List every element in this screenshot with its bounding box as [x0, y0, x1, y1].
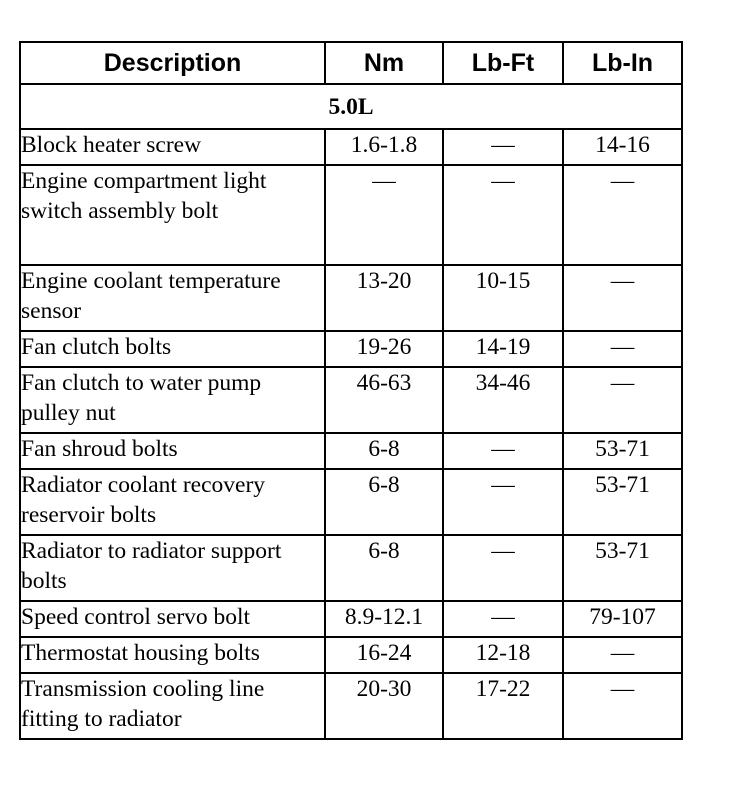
table-row [20, 469, 682, 535]
row-lb-ft: — [443, 129, 563, 165]
row-nm: 20-30 [325, 673, 443, 739]
row-lb-ft: — [443, 433, 563, 469]
row-description: Fan clutch to water pump pulley nut [20, 367, 325, 433]
row-lb-in: 53-71 [563, 535, 682, 601]
row-lb-ft: 34-46 [443, 367, 563, 433]
row-nm: 8.9-12.1 [325, 601, 443, 637]
row-lb-in: 14-16 [563, 129, 682, 165]
row-lb-in: — [563, 331, 682, 367]
row-lb-in: — [563, 637, 682, 673]
table-row [20, 601, 682, 637]
row-nm: 6-8 [325, 469, 443, 535]
row-lb-in: — [563, 165, 682, 265]
row-lb-in: — [563, 265, 682, 331]
row-nm: — [325, 165, 443, 265]
row-nm: 46-63 [325, 367, 443, 433]
header-nm: Nm [325, 42, 443, 84]
header-row [20, 42, 682, 84]
row-description: Engine coolant temperature sensor [20, 265, 325, 331]
row-nm: 6-8 [325, 433, 443, 469]
header-description: Description [20, 42, 325, 84]
row-nm: 13-20 [325, 265, 443, 331]
table-row [20, 535, 682, 601]
row-description: Engine compartment light switch assembly bolt [20, 165, 325, 265]
torque-spec-table [19, 41, 683, 740]
row-nm: 16-24 [325, 637, 443, 673]
section-row [20, 84, 682, 129]
table-row [20, 331, 682, 367]
table-row [20, 673, 682, 739]
table-row [20, 165, 682, 265]
row-nm: 1.6-1.8 [325, 129, 443, 165]
table-row [20, 367, 682, 433]
row-lb-ft: — [443, 165, 563, 265]
row-description: Block heater screw [20, 129, 325, 165]
row-description: Thermostat housing bolts [20, 637, 325, 673]
row-description: Transmission cooling line fitting to radiator [20, 673, 325, 739]
header-lb-ft: Lb-Ft [443, 42, 563, 84]
row-lb-ft: 12-18 [443, 637, 563, 673]
row-description: Radiator coolant recovery reservoir bolts [20, 469, 325, 535]
row-lb-in: 53-71 [563, 469, 682, 535]
header-lb-in: Lb-In [563, 42, 682, 84]
row-lb-in: — [563, 673, 682, 739]
row-description: Fan clutch bolts [20, 331, 325, 367]
row-lb-in: 53-71 [563, 433, 682, 469]
row-lb-ft: 17-22 [443, 673, 563, 739]
table-row [20, 129, 682, 165]
row-nm: 19-26 [325, 331, 443, 367]
row-description: Radiator to radiator support bolts [20, 535, 325, 601]
section-label: 5.0L [20, 84, 682, 129]
table-row [20, 433, 682, 469]
row-description: Fan shroud bolts [20, 433, 325, 469]
row-lb-in: — [563, 367, 682, 433]
row-lb-ft: 14-19 [443, 331, 563, 367]
row-lb-in: 79-107 [563, 601, 682, 637]
table-row [20, 265, 682, 331]
table-row [20, 637, 682, 673]
row-lb-ft: — [443, 601, 563, 637]
row-lb-ft: — [443, 469, 563, 535]
row-nm: 6-8 [325, 535, 443, 601]
row-lb-ft: 10-15 [443, 265, 563, 331]
row-lb-ft: — [443, 535, 563, 601]
row-description: Speed control servo bolt [20, 601, 325, 637]
